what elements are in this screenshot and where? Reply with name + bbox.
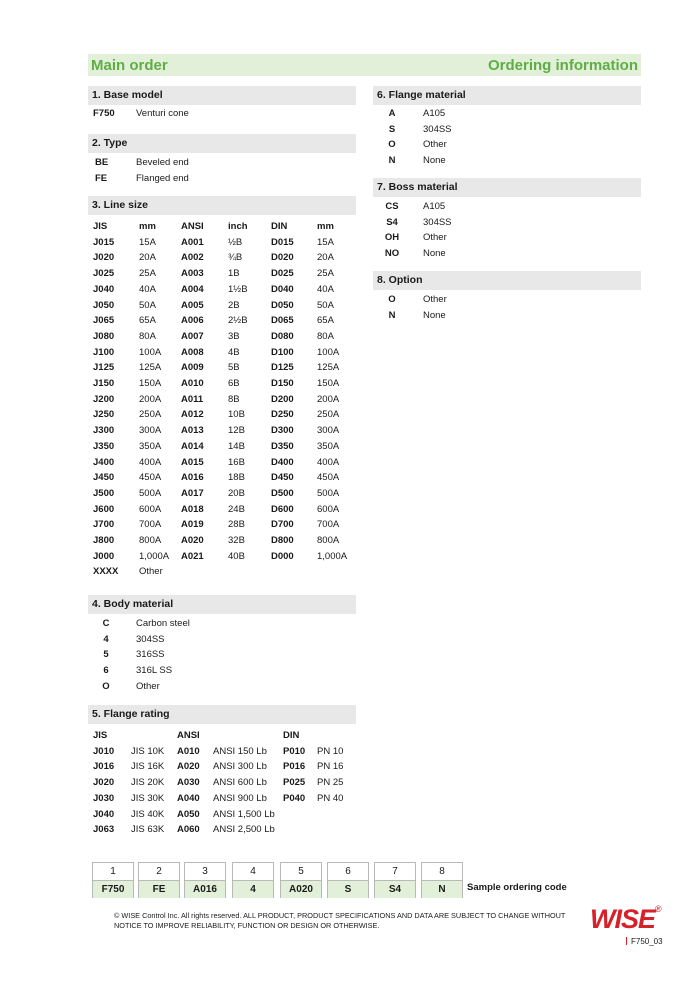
code-box-number: 1 (93, 863, 133, 881)
list-item (88, 632, 348, 648)
table-row (88, 470, 353, 486)
code-box (374, 862, 416, 898)
table-row (88, 775, 353, 791)
table-cell: 1B (228, 268, 240, 280)
section-base-model: 1. Base model (88, 86, 356, 105)
table-cell: 700A (317, 519, 340, 531)
table-cell: J450 (93, 472, 115, 484)
table-cell: 150A (139, 378, 162, 389)
table-cell: 15A (317, 236, 334, 248)
item-code: C (102, 618, 110, 629)
table-cell: J020 (93, 252, 115, 264)
table-cell: A007 (181, 330, 204, 342)
table-row (88, 392, 353, 408)
column-header: ANSI (181, 221, 204, 232)
table-row (88, 517, 353, 533)
table-cell: D015 (271, 236, 294, 248)
table-cell: A016 (181, 472, 204, 484)
column-header: DIN (271, 221, 288, 232)
item-description: 304SS (136, 633, 165, 645)
table-cell: P040 (283, 792, 306, 804)
table-cell: 400A (139, 456, 162, 468)
table-row (88, 455, 353, 471)
table-cell: A050 (177, 808, 200, 820)
item-description: None (423, 309, 446, 321)
table-cell: JIS 16K (131, 761, 165, 773)
section-type: 2. Type (88, 134, 356, 153)
item-code: S4 (386, 216, 398, 228)
table-cell: A001 (181, 236, 204, 248)
document-number (626, 937, 663, 946)
table-cell: 24B (228, 503, 245, 515)
table-cell: J040 (93, 283, 115, 295)
list-item (373, 153, 633, 169)
table-row (88, 360, 353, 376)
table-cell: D040 (271, 283, 294, 295)
table-cell: PN 10 (317, 745, 344, 757)
table-cell: A020 (181, 535, 204, 546)
table-cell: J250 (93, 409, 115, 421)
table-cell: D065 (271, 315, 294, 327)
list-item (373, 246, 633, 262)
table-row (88, 423, 353, 439)
doc-number-bar (626, 937, 627, 945)
table-cell: 40A (317, 283, 334, 295)
table-cell: 18B (228, 472, 245, 484)
column-header: ANSI (177, 730, 200, 741)
item-code: O (102, 680, 110, 692)
table-cell: JIS 30K (131, 792, 165, 804)
table-cell: J010 (93, 745, 115, 757)
table-cell: J040 (93, 808, 115, 820)
table-cell: A013 (181, 425, 204, 437)
list-item (373, 122, 633, 138)
table-cell: 200A (139, 393, 162, 405)
table-cell: A002 (181, 252, 204, 264)
item-code: O (388, 294, 396, 305)
table-cell: J500 (93, 487, 115, 499)
table-cell: ¾B (228, 252, 243, 264)
table-cell: 450A (139, 472, 162, 484)
main-order-title: Main order (91, 56, 168, 74)
code-box (327, 862, 369, 898)
table-row (88, 486, 353, 502)
table-cell: P016 (283, 761, 306, 773)
list-item (373, 199, 633, 215)
column-header: DIN (283, 730, 300, 741)
table-cell: J150 (93, 378, 115, 389)
table-cell: JIS 20K (131, 777, 165, 789)
item-code: BE (95, 157, 109, 168)
item-description: Beveled end (136, 157, 189, 168)
list-item (88, 647, 348, 663)
table-cell: PN 40 (317, 792, 344, 804)
table-cell: 500A (317, 487, 340, 499)
list-item (373, 215, 633, 231)
table-cell: PN 25 (317, 777, 344, 789)
code-box (421, 862, 463, 898)
table-row (88, 329, 353, 345)
item-code: OH (384, 232, 400, 244)
table-cell: D125 (271, 362, 294, 374)
table-row (88, 439, 353, 455)
header-banner (88, 54, 641, 76)
list-item (88, 616, 348, 632)
table-cell: P010 (283, 745, 306, 757)
table-cell: 80A (317, 330, 334, 342)
table-cell: A019 (181, 519, 204, 531)
table-cell: 600A (139, 503, 162, 515)
section-body-material: 4. Body material (88, 595, 356, 614)
table-cell: 32B (228, 535, 245, 546)
table-cell: ½B (228, 236, 243, 248)
table-cell: 1½B (228, 283, 248, 295)
table-cell: 2½B (228, 315, 248, 327)
item-code: 4 (103, 633, 109, 645)
table-row (88, 564, 353, 580)
table-cell: 8B (228, 393, 240, 405)
table-cell: D250 (271, 409, 294, 421)
table-cell: J050 (93, 299, 115, 311)
item-description: Venturi cone (136, 108, 189, 119)
table-cell: JIS 40K (131, 808, 165, 820)
table-cell: 25A (317, 268, 334, 280)
item-description: Other (423, 139, 447, 151)
table-cell: 20A (139, 252, 156, 264)
table-cell: D025 (271, 268, 294, 280)
code-box-number: 6 (328, 863, 368, 881)
item-description: 304SS (423, 216, 452, 228)
code-box-number: 4 (233, 863, 273, 881)
table-cell: PN 16 (317, 761, 344, 773)
table-cell: A011 (181, 393, 204, 405)
table-cell: ANSI 600 Lb (213, 777, 267, 789)
table-cell: A017 (181, 487, 204, 499)
table-cell: 65A (317, 315, 334, 327)
code-box-number: 8 (422, 863, 462, 881)
table-cell: 350A (317, 440, 340, 452)
code-box-value: S (328, 881, 368, 898)
table-cell: 80A (139, 330, 156, 342)
table-cell: J300 (93, 425, 115, 437)
item-code: CS (385, 201, 399, 212)
item-code: N (388, 309, 396, 321)
table-cell: 3B (228, 330, 240, 342)
table-row (88, 502, 353, 518)
table-cell: J800 (93, 535, 115, 546)
table-cell: 50A (317, 299, 334, 311)
table-cell: D600 (271, 503, 294, 515)
item-code: 5 (103, 649, 109, 661)
code-box-value: F750 (93, 881, 133, 898)
table-cell: 250A (139, 409, 162, 421)
list-item (373, 106, 633, 122)
table-cell: 4B (228, 346, 240, 358)
table-cell: A003 (181, 268, 204, 280)
code-box (92, 862, 134, 898)
table-cell: J700 (93, 519, 115, 531)
table-row (88, 250, 353, 266)
table-row (88, 345, 353, 361)
table-cell: 1,000A (317, 550, 348, 562)
table-cell: J350 (93, 440, 115, 452)
table-cell: D700 (271, 519, 294, 531)
code-box-value: S4 (375, 881, 415, 898)
table-cell: 65A (139, 315, 156, 327)
table-cell: 450A (317, 472, 340, 484)
item-description: 316SS (136, 649, 165, 661)
table-cell: A010 (181, 378, 204, 389)
table-cell: 1,000A (139, 550, 170, 562)
list-item (373, 292, 633, 308)
table-row (88, 744, 353, 760)
table-cell: 10B (228, 409, 245, 421)
item-description: None (423, 248, 446, 260)
table-cell: J025 (93, 268, 115, 280)
item-description: Carbon steel (136, 618, 190, 629)
item-code: 6 (103, 665, 109, 677)
list-item (373, 308, 633, 324)
code-box-number: 2 (139, 863, 179, 881)
item-code: A (388, 108, 396, 119)
table-cell: J063 (93, 824, 115, 836)
table-cell: JIS 63K (131, 824, 165, 836)
code-box-value: 4 (233, 881, 273, 898)
table-cell: D000 (271, 550, 294, 562)
table-cell: ANSI 1,500 Lb (213, 808, 275, 820)
table-header (88, 728, 353, 744)
table-row (88, 266, 353, 282)
table-cell: 400A (317, 456, 340, 468)
table-cell: J020 (93, 777, 115, 789)
document-number-text: F750_03 (631, 937, 663, 946)
table-row (88, 822, 353, 838)
table-cell: 500A (139, 487, 162, 499)
table-cell: J125 (93, 362, 115, 374)
table-cell: D800 (271, 535, 294, 546)
column-header: JIS (93, 221, 108, 232)
table-row (88, 235, 353, 251)
table-cell: 28B (228, 519, 245, 531)
table-row (88, 549, 353, 565)
table-row (88, 313, 353, 329)
item-description: 316L SS (136, 665, 173, 677)
column-header: mm (139, 221, 156, 232)
table-cell: A010 (177, 745, 200, 757)
table-cell: A012 (181, 409, 204, 421)
table-cell: 800A (139, 535, 162, 546)
item-code: NO (384, 248, 400, 260)
item-code: S (388, 123, 396, 135)
column-header: JIS (93, 730, 108, 741)
item-description: A105 (423, 108, 446, 119)
table-cell: J400 (93, 456, 115, 468)
table-cell: Other (139, 566, 163, 578)
table-cell: ANSI 2,500 Lb (213, 824, 275, 836)
section-flange-rating: 5. Flange rating (88, 705, 356, 724)
table-cell: J080 (93, 330, 115, 342)
list-item (373, 230, 633, 246)
item-description: Other (423, 294, 447, 305)
column-header: mm (317, 221, 334, 232)
table-cell: 800A (317, 535, 340, 546)
list-item (88, 106, 348, 122)
table-cell: A015 (181, 456, 204, 468)
table-cell: 125A (139, 362, 162, 374)
table-cell: D150 (271, 378, 294, 389)
table-cell: 6B (228, 378, 240, 389)
item-description: Flanged end (136, 172, 189, 184)
table-cell: D450 (271, 472, 294, 484)
table-cell: JIS 10K (131, 745, 165, 757)
section-line-size: 3. Line size (88, 196, 356, 215)
table-cell: A006 (181, 315, 204, 327)
table-cell: 25A (139, 268, 156, 280)
table-cell: XXXX (93, 566, 119, 578)
list-item (88, 679, 348, 695)
table-cell: 15A (139, 236, 156, 248)
table-cell: J016 (93, 761, 115, 773)
table-cell: D350 (271, 440, 294, 452)
column-header: inch (228, 221, 248, 232)
table-cell: 40B (228, 550, 245, 562)
table-cell: J000 (93, 550, 115, 562)
table-cell: A060 (177, 824, 200, 836)
table-cell: 300A (317, 425, 340, 437)
code-box (138, 862, 180, 898)
table-cell: A018 (181, 503, 204, 515)
table-cell: 50A (139, 299, 156, 311)
table-header (88, 219, 353, 235)
table-cell: A014 (181, 440, 204, 452)
table-cell: ANSI 300 Lb (213, 761, 267, 773)
table-cell: D300 (271, 425, 294, 437)
table-cell: D050 (271, 299, 294, 311)
section-flange-material: 6. Flange material (373, 86, 641, 105)
table-cell: 700A (139, 519, 162, 531)
section-boss-material: 7. Boss material (373, 178, 641, 197)
table-cell: D400 (271, 456, 294, 468)
table-cell: ANSI 150 Lb (213, 745, 267, 757)
table-cell: D080 (271, 330, 294, 342)
code-box-number: 5 (281, 863, 321, 881)
table-cell: D100 (271, 346, 294, 358)
table-cell: D500 (271, 487, 294, 499)
table-row (88, 298, 353, 314)
table-cell: A020 (177, 761, 200, 773)
table-cell: J015 (93, 236, 115, 248)
code-box-number: 3 (185, 863, 225, 881)
table-cell: 12B (228, 425, 245, 437)
table-cell: A030 (177, 777, 200, 789)
table-cell: P025 (283, 777, 306, 789)
item-code: O (388, 139, 396, 151)
table-cell: 200A (317, 393, 340, 405)
table-row (88, 807, 353, 823)
list-item (88, 155, 348, 171)
table-row (88, 407, 353, 423)
code-box (280, 862, 322, 898)
sample-ordering-label: Sample ordering code (467, 882, 567, 893)
item-code: N (388, 155, 396, 167)
table-cell: 16B (228, 456, 245, 468)
table-cell: J600 (93, 503, 115, 515)
table-cell: 300A (139, 425, 162, 437)
table-row (88, 533, 353, 549)
table-cell: J065 (93, 315, 115, 327)
item-description: Other (423, 232, 447, 244)
item-description: A105 (423, 201, 446, 212)
code-box (232, 862, 274, 898)
table-cell: A008 (181, 346, 204, 358)
code-box-value: A016 (185, 881, 225, 898)
table-cell: 20B (228, 487, 245, 499)
list-item (88, 663, 348, 679)
table-cell: 14B (228, 440, 245, 452)
table-cell: 150A (317, 378, 340, 389)
table-cell: A040 (177, 792, 200, 804)
item-description: 304SS (423, 123, 452, 135)
registered-mark: ® (655, 904, 662, 914)
table-cell: 100A (139, 346, 162, 358)
code-box-number: 7 (375, 863, 415, 881)
copyright-notice: © WISE Control Inc. All rights reserved. ALL PRODUCT, PRODUCT SPECIFICATIONS AND DATA ARE SUBJECT TO CHANGE WITHOUT NOTICE TO IMPROVE RELIABILITY, FUNCTION OR DESIGN OR OTHERWISE. (114, 911, 566, 930)
table-cell: J030 (93, 792, 115, 804)
table-cell: 5B (228, 362, 240, 374)
table-cell: J200 (93, 393, 115, 405)
item-description: Other (136, 680, 160, 692)
table-cell: ANSI 900 Lb (213, 792, 267, 804)
item-code: F750 (93, 108, 115, 119)
ordering-information-title: Ordering information (488, 56, 638, 74)
table-cell: 350A (139, 440, 162, 452)
table-cell: 100A (317, 346, 340, 358)
section-option: 8. Option (373, 271, 641, 290)
table-row (88, 759, 353, 775)
table-cell: 250A (317, 409, 340, 421)
wise-logo: WISE (590, 904, 656, 934)
table-cell: A004 (181, 283, 204, 295)
list-item (373, 137, 633, 153)
table-cell: 600A (317, 503, 340, 515)
code-box-value: A020 (281, 881, 321, 898)
table-cell: D020 (271, 252, 294, 264)
table-cell: D200 (271, 393, 294, 405)
table-cell: J100 (93, 346, 115, 358)
table-row (88, 282, 353, 298)
table-cell: 2B (228, 299, 240, 311)
table-cell: A021 (181, 550, 204, 562)
table-row (88, 376, 353, 392)
item-code: FE (95, 172, 108, 184)
table-cell: 125A (317, 362, 340, 374)
table-row (88, 791, 353, 807)
code-box-value: N (422, 881, 462, 898)
table-cell: 20A (317, 252, 334, 264)
table-cell: A005 (181, 299, 204, 311)
code-box-value: FE (139, 881, 179, 898)
table-cell: A009 (181, 362, 204, 374)
table-cell: 40A (139, 283, 156, 295)
list-item (88, 171, 348, 187)
item-description: None (423, 155, 446, 167)
code-box (184, 862, 226, 898)
